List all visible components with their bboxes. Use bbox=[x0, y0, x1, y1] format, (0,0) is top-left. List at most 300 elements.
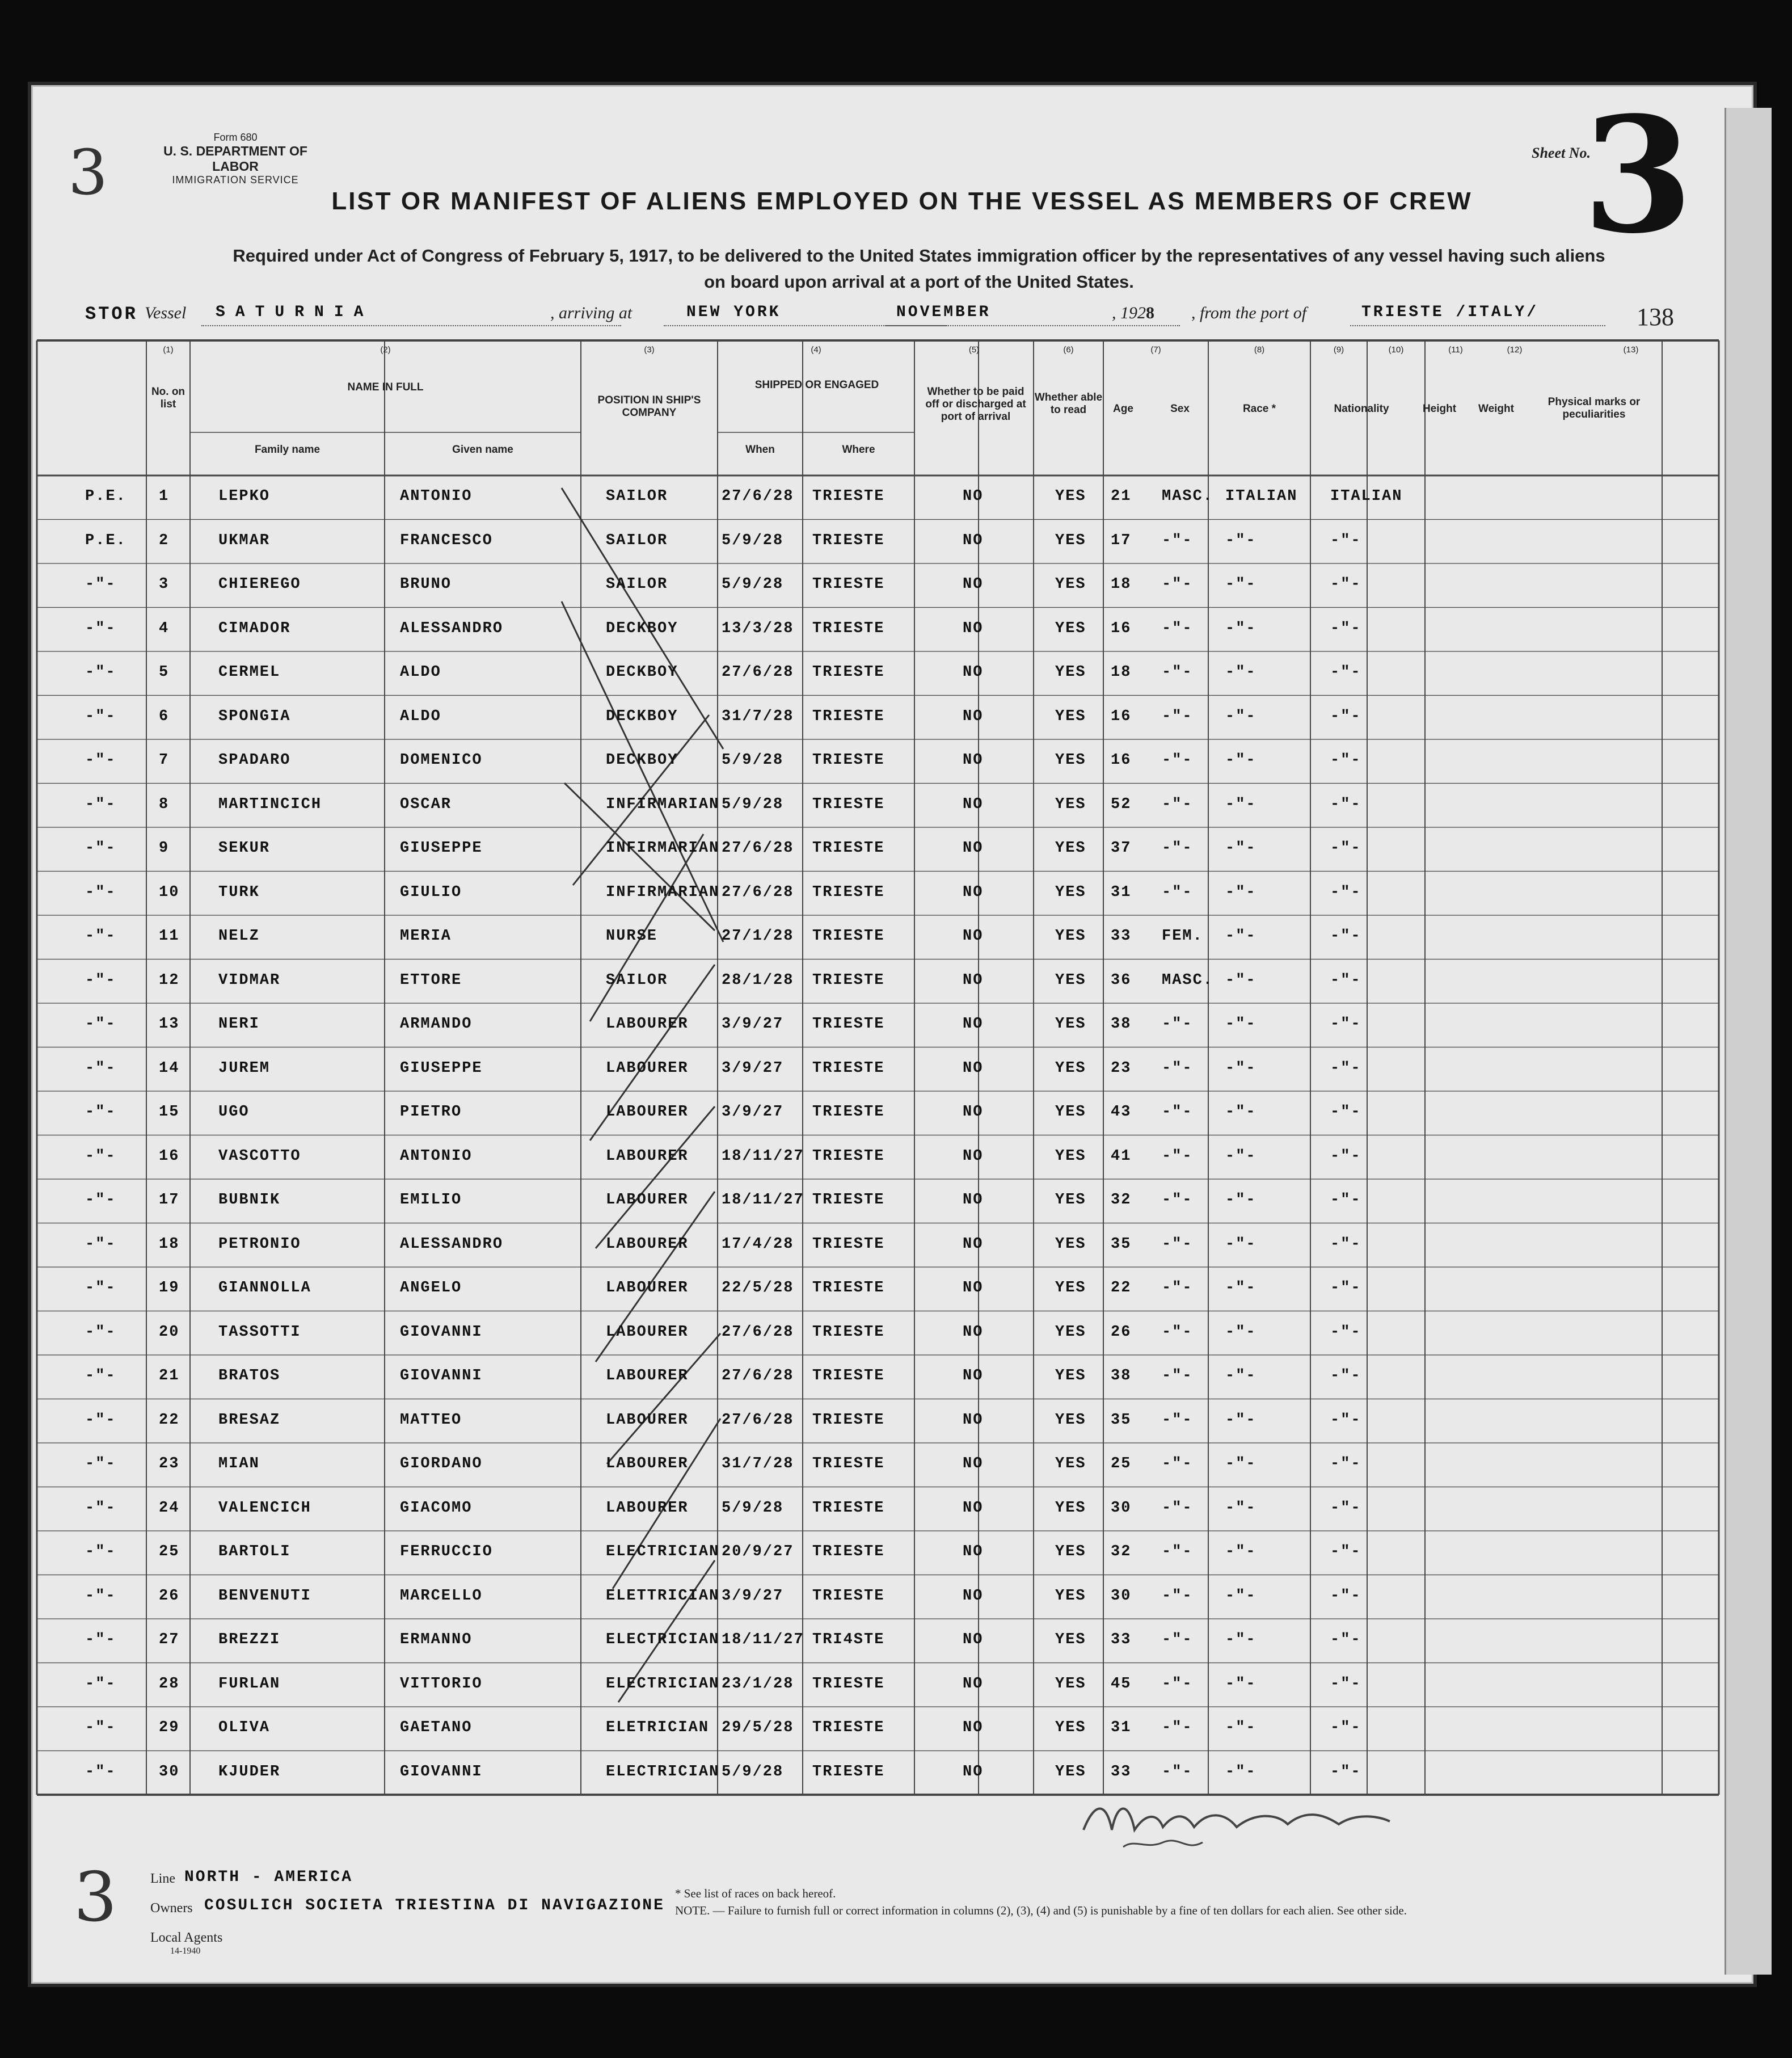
where-cell: TRIESTE bbox=[812, 796, 885, 813]
nationality-cell: -"- bbox=[1330, 1147, 1361, 1165]
race-cell: -"- bbox=[1225, 1675, 1256, 1693]
column-number: (7) bbox=[1150, 345, 1161, 355]
form-code: 14-1940 bbox=[170, 1946, 201, 1956]
sex-cell: MASC. bbox=[1162, 971, 1214, 989]
list-number-cell: 30 bbox=[159, 1763, 180, 1781]
given-name-cell: GIUSEPPE bbox=[400, 1059, 483, 1077]
paid-off-cell: NO bbox=[963, 1323, 984, 1341]
sex-cell: -"- bbox=[1162, 1147, 1193, 1165]
family-name-cell: SEKUR bbox=[218, 840, 271, 857]
age-cell: 18 bbox=[1111, 576, 1132, 593]
able-to-read-cell: YES bbox=[1055, 1367, 1086, 1384]
where-cell: TRIESTE bbox=[812, 1763, 885, 1781]
given-name-cell: ANTONIO bbox=[400, 1147, 473, 1165]
from-port-label: , from the port of bbox=[1191, 304, 1307, 322]
family-name-cell: CIMADOR bbox=[218, 620, 291, 637]
when-cell: 27/6/28 bbox=[722, 1411, 794, 1429]
header-family-name: Family name bbox=[254, 444, 321, 456]
family-name-cell: NELZ bbox=[218, 928, 260, 945]
nationality-cell: -"- bbox=[1330, 1763, 1361, 1781]
list-number-cell: 20 bbox=[159, 1323, 180, 1341]
able-to-read-cell: YES bbox=[1055, 576, 1086, 593]
race-cell: -"- bbox=[1225, 752, 1256, 769]
when-cell: 5/9/28 bbox=[722, 576, 784, 593]
able-to-read-cell: YES bbox=[1055, 1147, 1086, 1165]
where-cell: TRIESTE bbox=[812, 1543, 885, 1560]
given-name-cell: ANTONIO bbox=[400, 488, 473, 505]
list-number-cell: 5 bbox=[159, 664, 170, 681]
age-cell: 45 bbox=[1111, 1675, 1132, 1693]
race-cell: -"- bbox=[1225, 1499, 1256, 1517]
nationality-cell: -"- bbox=[1330, 1499, 1361, 1517]
sex-cell: -"- bbox=[1162, 532, 1193, 549]
list-number-cell: 21 bbox=[159, 1367, 180, 1384]
nationality-cell: -"- bbox=[1330, 1367, 1361, 1384]
nationality-cell: -"- bbox=[1330, 1719, 1361, 1736]
column-number: (3) bbox=[644, 345, 655, 355]
able-to-read-cell: YES bbox=[1055, 708, 1086, 725]
age-cell: 17 bbox=[1111, 532, 1132, 549]
nationality-cell: -"- bbox=[1330, 1455, 1361, 1472]
paid-off-cell: NO bbox=[963, 1631, 984, 1648]
given-name-cell: MATTEO bbox=[400, 1411, 462, 1429]
position-cell: LABOURER bbox=[606, 1147, 689, 1165]
mark-cell: -"- bbox=[85, 928, 116, 945]
when-cell: 18/11/27 bbox=[722, 1631, 804, 1648]
family-name-cell: CHIEREGO bbox=[218, 576, 301, 593]
mark-cell: -"- bbox=[85, 1763, 116, 1781]
header-shipped-engaged: SHIPPED OR ENGAGED bbox=[754, 379, 879, 391]
when-cell: 22/5/28 bbox=[722, 1280, 794, 1297]
able-to-read-cell: YES bbox=[1055, 1235, 1086, 1253]
position-cell: LABOURER bbox=[606, 1323, 689, 1341]
when-cell: 27/6/28 bbox=[722, 664, 794, 681]
mark-cell: -"- bbox=[85, 971, 116, 989]
list-number-cell: 22 bbox=[159, 1411, 180, 1429]
header-weight: Weight bbox=[1478, 403, 1514, 415]
list-number-cell: 11 bbox=[159, 928, 180, 945]
family-name-cell: KJUDER bbox=[218, 1763, 281, 1781]
age-cell: 38 bbox=[1111, 1367, 1132, 1384]
nationality-cell: -"- bbox=[1330, 840, 1361, 857]
position-cell: SAILOR bbox=[606, 576, 668, 593]
sex-cell: -"- bbox=[1162, 1763, 1193, 1781]
family-name-cell: SPONGIA bbox=[218, 708, 291, 725]
given-name-cell: GIOVANNI bbox=[400, 1367, 483, 1384]
sex-cell: -"- bbox=[1162, 1631, 1193, 1648]
mark-cell: -"- bbox=[85, 1543, 116, 1560]
where-cell: TRIESTE bbox=[812, 488, 885, 505]
position-cell: DECKBOY bbox=[606, 708, 678, 725]
list-number-cell: 2 bbox=[159, 532, 170, 549]
where-cell: TRIESTE bbox=[812, 971, 885, 989]
nationality-cell: -"- bbox=[1330, 1323, 1361, 1341]
local-agents-label: Local Agents bbox=[150, 1930, 223, 1945]
able-to-read-cell: YES bbox=[1055, 1059, 1086, 1077]
position-cell: LABOURER bbox=[606, 1499, 689, 1517]
position-cell: INFIRMARIAN bbox=[606, 840, 720, 857]
given-name-cell: GAETANO bbox=[400, 1719, 473, 1736]
list-number-cell: 28 bbox=[159, 1675, 180, 1693]
given-name-cell: ALESSANDRO bbox=[400, 620, 504, 637]
age-cell: 16 bbox=[1111, 752, 1132, 769]
page-title: LIST OR MANIFEST OF ALIENS EMPLOYED ON THE VESSEL AS MEMBERS OF CREW bbox=[331, 187, 1473, 215]
given-name-cell: PIETRO bbox=[400, 1104, 462, 1121]
where-cell: TRIESTE bbox=[812, 752, 885, 769]
page-edge bbox=[1724, 108, 1772, 1975]
where-cell: TRIESTE bbox=[812, 1323, 885, 1341]
paid-off-cell: NO bbox=[963, 532, 984, 549]
header-height: Height bbox=[1422, 403, 1457, 415]
vessel-prefix: STOR bbox=[85, 304, 138, 325]
age-cell: 26 bbox=[1111, 1323, 1132, 1341]
list-number-cell: 19 bbox=[159, 1280, 180, 1297]
sex-cell: -"- bbox=[1162, 1455, 1193, 1472]
sex-cell: -"- bbox=[1162, 883, 1193, 901]
race-cell: -"- bbox=[1225, 928, 1256, 945]
given-name-cell: GIORDANO bbox=[400, 1455, 483, 1472]
when-cell: 27/6/28 bbox=[722, 1323, 794, 1341]
when-cell: 13/3/28 bbox=[722, 620, 794, 637]
given-name-cell: ALESSANDRO bbox=[400, 1235, 504, 1253]
given-name-cell: FRANCESCO bbox=[400, 532, 493, 549]
position-cell: DECKBOY bbox=[606, 752, 678, 769]
paid-off-cell: NO bbox=[963, 576, 984, 593]
nationality-cell: -"- bbox=[1330, 1104, 1361, 1121]
paid-off-cell: NO bbox=[963, 1367, 984, 1384]
where-cell: TRIESTE bbox=[812, 1235, 885, 1253]
when-cell: 17/4/28 bbox=[722, 1235, 794, 1253]
mark-cell: -"- bbox=[85, 883, 116, 901]
column-number: (8) bbox=[1254, 345, 1265, 355]
nationality-cell: -"- bbox=[1330, 1280, 1361, 1297]
sex-cell: -"- bbox=[1162, 664, 1193, 681]
header-no-on-list: No. on list bbox=[151, 386, 185, 410]
age-cell: 31 bbox=[1111, 1719, 1132, 1736]
sex-cell: -"- bbox=[1162, 1059, 1193, 1077]
when-cell: 27/6/28 bbox=[722, 840, 794, 857]
sex-cell: -"- bbox=[1162, 1016, 1193, 1033]
mark-cell: -"- bbox=[85, 1719, 116, 1736]
able-to-read-cell: YES bbox=[1055, 664, 1086, 681]
family-name-cell: UGO bbox=[218, 1104, 250, 1121]
nationality-cell: -"- bbox=[1330, 971, 1361, 989]
where-cell: TRIESTE bbox=[812, 1455, 885, 1472]
age-cell: 41 bbox=[1111, 1147, 1132, 1165]
age-cell: 32 bbox=[1111, 1543, 1132, 1560]
family-name-cell: PETRONIO bbox=[218, 1235, 301, 1253]
paid-off-cell: NO bbox=[963, 928, 984, 945]
sex-cell: -"- bbox=[1162, 752, 1193, 769]
mark-cell: -"- bbox=[85, 840, 116, 857]
form-header-block bbox=[142, 132, 329, 186]
family-name-cell: FURLAN bbox=[218, 1675, 281, 1693]
list-number-cell: 29 bbox=[159, 1719, 180, 1736]
when-cell: 31/7/28 bbox=[722, 1455, 794, 1472]
sex-cell: -"- bbox=[1162, 576, 1193, 593]
age-cell: 43 bbox=[1111, 1104, 1132, 1121]
when-cell: 5/9/28 bbox=[722, 1763, 784, 1781]
when-cell: 5/9/28 bbox=[722, 1499, 784, 1517]
list-number-cell: 10 bbox=[159, 883, 180, 901]
vessel-label: Vessel bbox=[145, 304, 187, 322]
sex-cell: -"- bbox=[1162, 1192, 1193, 1209]
paid-off-cell: NO bbox=[963, 1499, 984, 1517]
sex-cell: -"- bbox=[1162, 1587, 1193, 1605]
list-number-cell: 4 bbox=[159, 620, 170, 637]
list-number-cell: 18 bbox=[159, 1235, 180, 1253]
age-cell: 16 bbox=[1111, 620, 1132, 637]
given-name-cell: ANGELO bbox=[400, 1280, 462, 1297]
mark-cell: -"- bbox=[85, 1235, 116, 1253]
mark-cell: -"- bbox=[85, 1499, 116, 1517]
family-name-cell: NERI bbox=[218, 1016, 260, 1033]
from-port: TRIESTE /ITALY/ bbox=[1361, 304, 1539, 321]
sex-cell: -"- bbox=[1162, 840, 1193, 857]
year-prefix: , 192 bbox=[1112, 304, 1146, 322]
position-cell: LABOURER bbox=[606, 1104, 689, 1121]
position-cell: ELETRICIAN bbox=[606, 1719, 710, 1736]
age-cell: 33 bbox=[1111, 928, 1132, 945]
age-cell: 22 bbox=[1111, 1280, 1132, 1297]
paid-off-cell: NO bbox=[963, 752, 984, 769]
penalty-note: NOTE. — Failure to furnish full or correct information in columns (2), (3), (4) and (5) is punishable by a fine of ten dollars for each alien. See other side. bbox=[675, 1904, 1407, 1917]
sex-cell: MASC. bbox=[1162, 488, 1214, 505]
where-cell: TRIESTE bbox=[812, 1367, 885, 1384]
paid-off-cell: NO bbox=[963, 1763, 984, 1781]
column-number: (11) bbox=[1448, 345, 1463, 355]
sex-cell: -"- bbox=[1162, 1719, 1193, 1736]
sex-cell: -"- bbox=[1162, 1675, 1193, 1693]
inspector-signature bbox=[1072, 1779, 1469, 1864]
able-to-read-cell: YES bbox=[1055, 840, 1086, 857]
age-cell: 52 bbox=[1111, 796, 1132, 813]
family-name-cell: LEPKO bbox=[218, 488, 271, 505]
arrival-month-underline bbox=[885, 325, 1180, 326]
sex-cell: -"- bbox=[1162, 1499, 1193, 1517]
able-to-read-cell: YES bbox=[1055, 1763, 1086, 1781]
position-cell: NURSE bbox=[606, 928, 658, 945]
when-cell: 18/11/27 bbox=[722, 1192, 804, 1209]
header-paid-off: Whether to be paid off or discharged at port of arrival bbox=[925, 386, 1026, 423]
age-cell: 18 bbox=[1111, 664, 1132, 681]
nationality-cell: -"- bbox=[1330, 1016, 1361, 1033]
paid-off-cell: NO bbox=[963, 883, 984, 901]
family-name-cell: GIANNOLLA bbox=[218, 1280, 311, 1297]
paid-off-cell: NO bbox=[963, 664, 984, 681]
paid-off-cell: NO bbox=[963, 1059, 984, 1077]
race-cell: -"- bbox=[1225, 840, 1256, 857]
paid-off-cell: NO bbox=[963, 1411, 984, 1429]
able-to-read-cell: YES bbox=[1055, 1016, 1086, 1033]
where-cell: TRIESTE bbox=[812, 1280, 885, 1297]
sheet-number-stamp: 3 bbox=[1583, 82, 1693, 269]
mark-cell: -"- bbox=[85, 664, 116, 681]
able-to-read-cell: YES bbox=[1055, 1543, 1086, 1560]
when-cell: 3/9/27 bbox=[722, 1016, 784, 1033]
given-name-cell: EMILIO bbox=[400, 1192, 462, 1209]
age-cell: 33 bbox=[1111, 1763, 1132, 1781]
when-cell: 5/9/28 bbox=[722, 796, 784, 813]
able-to-read-cell: YES bbox=[1055, 1631, 1086, 1648]
year-label bbox=[1112, 304, 1154, 323]
position-cell: DECKBOY bbox=[606, 620, 678, 637]
where-cell: TRIESTE bbox=[812, 1719, 885, 1736]
where-cell: TRI4STE bbox=[812, 1631, 885, 1648]
where-cell: TRIESTE bbox=[812, 840, 885, 857]
position-cell: SAILOR bbox=[606, 488, 668, 505]
paid-off-cell: NO bbox=[963, 488, 984, 505]
position-cell: SAILOR bbox=[606, 971, 668, 989]
where-cell: TRIESTE bbox=[812, 1059, 885, 1077]
age-cell: 21 bbox=[1111, 488, 1132, 505]
when-cell: 3/9/27 bbox=[722, 1104, 784, 1121]
given-name-cell: MARCELLO bbox=[400, 1587, 483, 1605]
position-cell: LABOURER bbox=[606, 1411, 689, 1429]
family-name-cell: BARTOLI bbox=[218, 1543, 291, 1560]
given-name-cell: GIOVANNI bbox=[400, 1763, 483, 1781]
where-cell: TRIESTE bbox=[812, 1192, 885, 1209]
where-cell: TRIESTE bbox=[812, 1147, 885, 1165]
able-to-read-cell: YES bbox=[1055, 883, 1086, 901]
mark-cell: -"- bbox=[85, 1675, 116, 1693]
handwritten-number-top: 3 bbox=[68, 136, 108, 209]
mark-cell: -"- bbox=[85, 752, 116, 769]
race-cell: -"- bbox=[1225, 1367, 1256, 1384]
family-name-cell: TASSOTTI bbox=[218, 1323, 301, 1341]
race-cell: -"- bbox=[1225, 532, 1256, 549]
given-name-cell: GIUSEPPE bbox=[400, 840, 483, 857]
able-to-read-cell: YES bbox=[1055, 928, 1086, 945]
able-to-read-cell: YES bbox=[1055, 1192, 1086, 1209]
given-name-cell: ARMANDO bbox=[400, 1016, 473, 1033]
race-cell: -"- bbox=[1225, 971, 1256, 989]
service-label: IMMIGRATION SERVICE bbox=[172, 174, 299, 186]
paid-off-cell: NO bbox=[963, 1235, 984, 1253]
header-position: POSITION IN SHIP'S COMPANY bbox=[597, 394, 701, 419]
given-name-cell: ETTORE bbox=[400, 971, 462, 989]
nationality-cell: -"- bbox=[1330, 883, 1361, 901]
when-cell: 20/9/27 bbox=[722, 1543, 794, 1560]
age-cell: 30 bbox=[1111, 1587, 1132, 1605]
family-name-cell: VASCOTTO bbox=[218, 1147, 301, 1165]
list-number-cell: 9 bbox=[159, 840, 170, 857]
column-number: (10) bbox=[1388, 345, 1404, 355]
page-subtitle bbox=[136, 243, 1702, 295]
where-cell: TRIESTE bbox=[812, 883, 885, 901]
sex-cell: -"- bbox=[1162, 1104, 1193, 1121]
race-cell: -"- bbox=[1225, 1543, 1256, 1560]
where-cell: TRIESTE bbox=[812, 620, 885, 637]
when-cell: 3/9/27 bbox=[722, 1059, 784, 1077]
column-number: (4) bbox=[811, 345, 821, 355]
age-cell: 35 bbox=[1111, 1235, 1132, 1253]
paid-off-cell: NO bbox=[963, 840, 984, 857]
sex-cell: -"- bbox=[1162, 1411, 1193, 1429]
subtitle-line-1: Required under Act of Congress of February 5, 1917, to be delivered to the United States immigration officer by the representatives of any vessel having such aliens bbox=[233, 246, 1605, 266]
family-name-cell: JUREM bbox=[218, 1059, 271, 1077]
family-name-cell: MIAN bbox=[218, 1455, 260, 1472]
mark-cell: -"- bbox=[85, 576, 116, 593]
given-name-cell: ERMANNO bbox=[400, 1631, 473, 1648]
able-to-read-cell: YES bbox=[1055, 1104, 1086, 1121]
race-cell: -"- bbox=[1225, 796, 1256, 813]
position-cell: LABOURER bbox=[606, 1455, 689, 1472]
header-physical-marks: Physical marks or peculiarities bbox=[1548, 396, 1641, 420]
where-cell: TRIESTE bbox=[812, 1016, 885, 1033]
where-cell: TRIESTE bbox=[812, 928, 885, 945]
sex-cell: -"- bbox=[1162, 1367, 1193, 1384]
position-cell: LABOURER bbox=[606, 1280, 689, 1297]
given-name-cell: GIACOMO bbox=[400, 1499, 473, 1517]
position-cell: ELETTRICIAN bbox=[606, 1587, 720, 1605]
race-cell: -"- bbox=[1225, 1719, 1256, 1736]
nationality-cell: -"- bbox=[1330, 796, 1361, 813]
mark-cell: -"- bbox=[85, 1104, 116, 1121]
age-cell: 25 bbox=[1111, 1455, 1132, 1472]
mark-cell: -"- bbox=[85, 1016, 116, 1033]
column-number: (2) bbox=[380, 345, 391, 355]
race-cell: -"- bbox=[1225, 1455, 1256, 1472]
sex-cell: -"- bbox=[1162, 1543, 1193, 1560]
nationality-cell: -"- bbox=[1330, 532, 1361, 549]
given-name-cell: GIULIO bbox=[400, 883, 462, 901]
able-to-read-cell: YES bbox=[1055, 796, 1086, 813]
mark-cell: -"- bbox=[85, 1147, 116, 1165]
where-cell: TRIESTE bbox=[812, 1587, 885, 1605]
able-to-read-cell: YES bbox=[1055, 1411, 1086, 1429]
age-cell: 33 bbox=[1111, 1631, 1132, 1648]
race-cell: -"- bbox=[1225, 1104, 1256, 1121]
where-cell: TRIESTE bbox=[812, 1104, 885, 1121]
vessel-name: SATURNIA bbox=[216, 304, 374, 321]
sex-cell: -"- bbox=[1162, 620, 1193, 637]
when-cell: 31/7/28 bbox=[722, 708, 794, 725]
list-number-cell: 13 bbox=[159, 1016, 180, 1033]
position-cell: ELECTRICIAN bbox=[606, 1631, 720, 1648]
department-label: U. S. DEPARTMENT OF LABOR bbox=[163, 144, 307, 174]
list-number-cell: 14 bbox=[159, 1059, 180, 1077]
age-cell: 32 bbox=[1111, 1192, 1132, 1209]
header-able-to-read: Whether able to read bbox=[1034, 392, 1103, 416]
position-cell: LABOURER bbox=[606, 1016, 689, 1033]
age-cell: 16 bbox=[1111, 708, 1132, 725]
age-cell: 35 bbox=[1111, 1411, 1132, 1429]
header-given-name: Given name bbox=[452, 444, 513, 456]
mark-cell: -"- bbox=[85, 708, 116, 725]
when-cell: 5/9/28 bbox=[722, 532, 784, 549]
list-number-cell: 3 bbox=[159, 576, 170, 593]
given-name-cell: MERIA bbox=[400, 928, 452, 945]
given-name-cell: VITTORIO bbox=[400, 1675, 483, 1693]
family-name-cell: MARTINCICH bbox=[218, 796, 322, 813]
column-number: (5) bbox=[968, 345, 980, 355]
where-cell: TRIESTE bbox=[812, 576, 885, 593]
able-to-read-cell: YES bbox=[1055, 620, 1086, 637]
mark-cell: -"- bbox=[85, 1455, 116, 1472]
family-name-cell: OLIVA bbox=[218, 1719, 271, 1736]
when-cell: 28/1/28 bbox=[722, 971, 794, 989]
able-to-read-cell: YES bbox=[1055, 1323, 1086, 1341]
sheet-number-label: Sheet No. bbox=[1532, 145, 1591, 161]
age-cell: 38 bbox=[1111, 1016, 1132, 1033]
paid-off-cell: NO bbox=[963, 1280, 984, 1297]
family-name-cell: BRESAZ bbox=[218, 1411, 281, 1429]
nationality-cell: -"- bbox=[1330, 1631, 1361, 1648]
paid-off-cell: NO bbox=[963, 708, 984, 725]
list-number-cell: 12 bbox=[159, 971, 180, 989]
given-name-cell: ALDO bbox=[400, 664, 441, 681]
